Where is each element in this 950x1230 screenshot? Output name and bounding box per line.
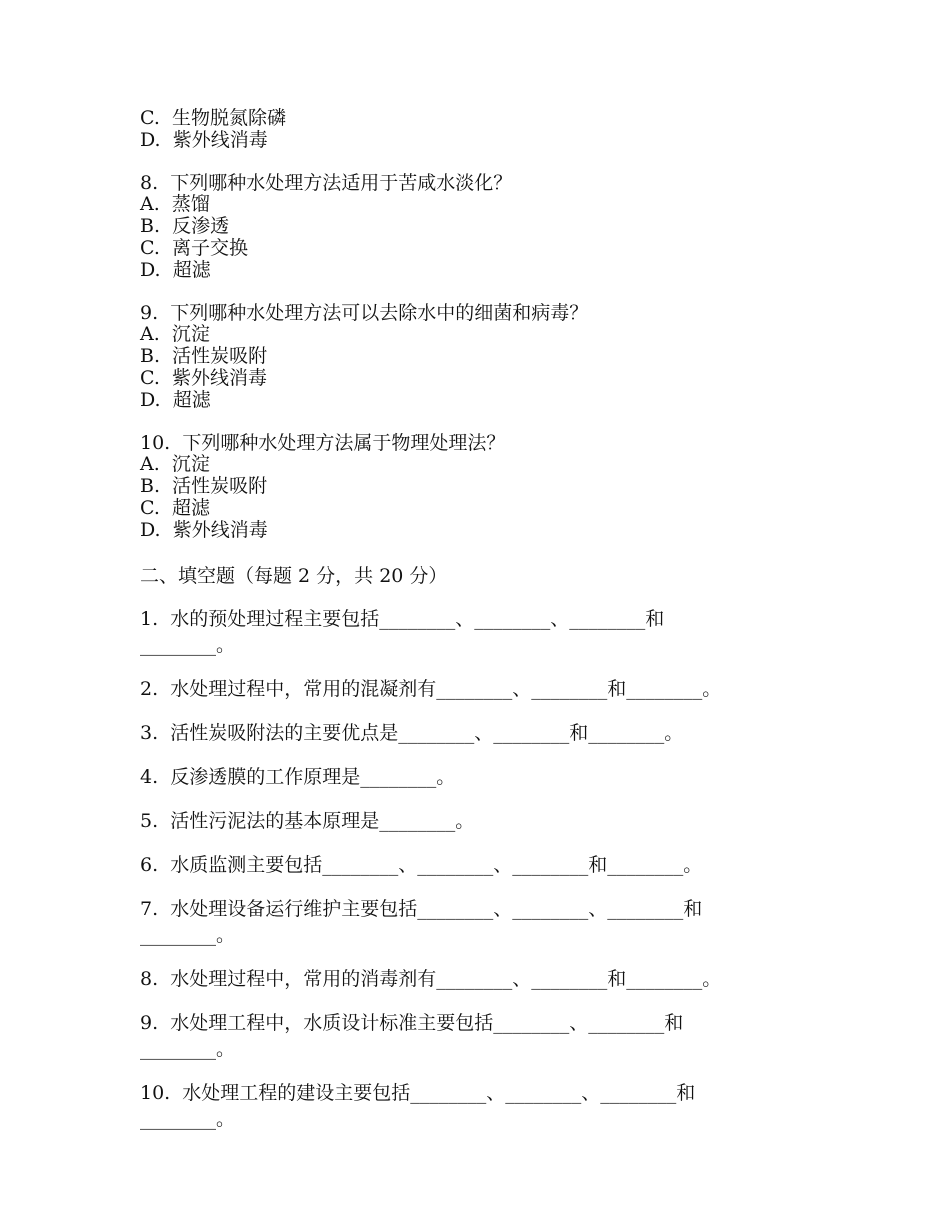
question-8 xyxy=(140,173,820,282)
fill-question-7 xyxy=(140,896,820,948)
fill-question-line: ________。 xyxy=(140,923,236,946)
fill-question-2 xyxy=(140,676,820,702)
fill-in-blank-list xyxy=(140,606,820,1132)
fill-question-4 xyxy=(140,764,820,790)
fill-question-line: ________。 xyxy=(140,633,236,656)
fill-question-line: 4. 反渗透膜的工作原理是________。 xyxy=(140,765,456,788)
question-10 xyxy=(140,433,820,542)
fill-question-line: ________。 xyxy=(140,1037,236,1060)
fill-question-line: 8. 水处理过程中，常用的消毒剂有________、________和________。 xyxy=(140,967,722,990)
fill-question-3 xyxy=(140,720,820,746)
fill-question-1 xyxy=(140,606,820,658)
fill-question-line: 3. 活性炭吸附法的主要优点是________、________和________。 xyxy=(140,721,684,744)
option-a: A. 沉淀 xyxy=(140,453,210,476)
option-a: A. 蒸馏 xyxy=(140,193,210,216)
option-b: B. 活性炭吸附 xyxy=(140,475,268,498)
exam-page xyxy=(140,108,820,1132)
question-title: 10. 下列哪种水处理方法属于物理处理法？ xyxy=(140,431,506,454)
option-c: C. 紫外线消毒 xyxy=(140,366,268,389)
question-9 xyxy=(140,303,820,412)
option-c: C. 离子交换 xyxy=(140,236,249,259)
fill-question-line: ________。 xyxy=(140,1107,236,1130)
option-a: A. 沉淀 xyxy=(140,323,210,346)
fill-question-line: 6. 水质监测主要包括________、________、________和________。 xyxy=(140,853,703,876)
option-b: B. 反渗透 xyxy=(140,215,230,238)
fill-question-line: 9. 水处理工程中，水质设计标准主要包括________、________和 xyxy=(140,1011,684,1034)
option-d: D. 紫外线消毒 xyxy=(140,518,268,541)
option-d: D. 紫外线消毒 xyxy=(140,128,268,151)
fill-question-line: 2. 水处理过程中，常用的混凝剂有________、________和________。 xyxy=(140,677,722,700)
fill-question-9 xyxy=(140,1010,820,1062)
fill-question-line: 10. 水处理工程的建设主要包括________、________、________和 xyxy=(140,1081,696,1104)
option-c: C. 生物脱氮除磷 xyxy=(140,107,287,129)
option-c: C. 超滤 xyxy=(140,496,211,519)
fill-question-8 xyxy=(140,966,820,992)
question-title: 9. 下列哪种水处理方法可以去除水中的细菌和病毒？ xyxy=(140,301,589,324)
fill-question-10 xyxy=(140,1080,820,1132)
fill-question-6 xyxy=(140,852,820,878)
fill-question-line: 5. 活性污泥法的基本原理是________。 xyxy=(140,809,475,832)
option-d: D. 超滤 xyxy=(140,388,211,411)
section-title-fill-in-blanks: 二、填空题（每题 2 分，共 20 分） xyxy=(140,564,448,587)
fill-question-line: 1. 水的预处理过程主要包括________、________、________和 xyxy=(140,607,665,630)
question-title: 8. 下列哪种水处理方法适用于苦咸水淡化？ xyxy=(140,171,513,194)
option-b: B. 活性炭吸附 xyxy=(140,345,268,368)
fill-question-line: 7. 水处理设备运行维护主要包括________、________、________和 xyxy=(140,897,703,920)
fill-question-5 xyxy=(140,808,820,834)
option-d: D. 超滤 xyxy=(140,258,211,281)
question-7-options-continued xyxy=(140,108,820,152)
